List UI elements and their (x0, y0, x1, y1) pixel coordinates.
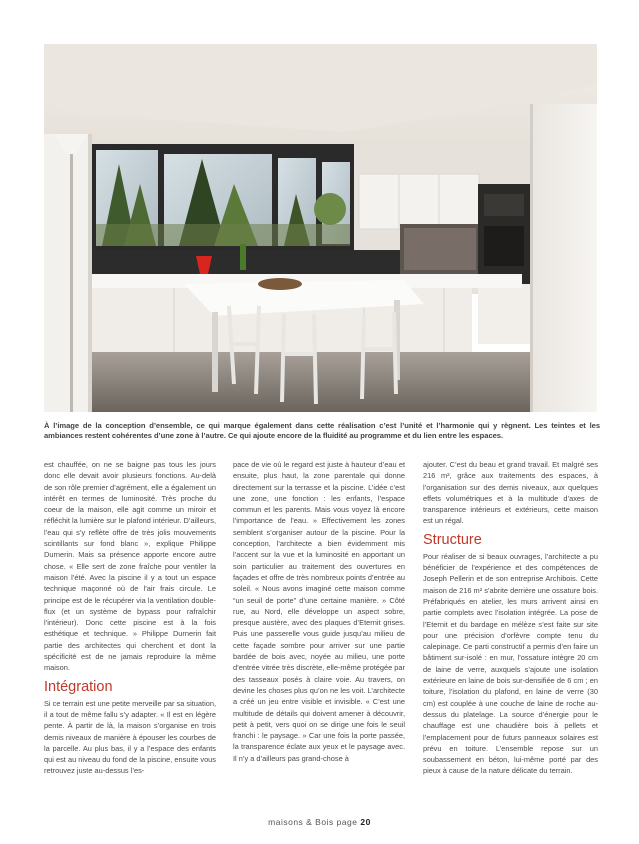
article-column-1 (44, 459, 216, 777)
paragraph: Si ce terrain est une petite merveille par sa situation, il a tout de même fallu s’y adapter. « Il est en légère pente. À partir de là, la maison s’organise en trois demis niveaux de manière à épouser les courbes de la parcelle. Au plus bas, il y a l’espace des enfants qui est au niveau du fond de la piscine, ensuite vous retrouvez juste au-dessus l’es- (44, 698, 216, 776)
paragraph: Pour réaliser de si beaux ouvrages, l’architecte a pu bénéficier de l’expérience et des compétences de Joseph Pellerin et de son entreprise Archibois. Cette maison de 216 m² s’abrite derrière une ossature bois. Préfabriqués en atelier, les murs arrivent ainsi en partie complets avec l’isolation intégrée. La pose de l’Eternit et du bardage en mélèze s’est faite sur site pour une précision d’orfèvre compte tenu du calepinage. Ce parti constructif a permis d’en faire un bâtiment sur-isolé : en mur, l’ossature intègre 20 cm de laine de verre, auxquels s’ajoute une isolation extérieure en laine de bois sur-densifiée de 6 cm ; en toiture, l’isolation du plafond, en laine de verre (30 cm) est couplée à une couche de laine de roche au-dessus du platelage. La source d’énergie pour le chauffage est une chaudière bois à pellets et l’emplacement pour de futurs panneaux solaires est prévu en toiture. L’ensemble repose sur un soubassement en béton, lui-même porté par des pieux à cause de la nature délicate du terrain. (423, 551, 599, 776)
paragraph: ajouter. C’est du beau et grand travail. Et malgré ses 216 m², grâce aux traitements des espaces, à l’organisation sur des demis niveaux, aux quelques effets volumétriques et à la multitude d’axes de transparence intérieurs et extérieurs, cette maison est un régal. (423, 460, 598, 526)
paragraph: pace de vie où le regard est juste à hauteur d’eau et ensuite, plus haut, la zone parentale qui donne directement sur la terrasse et la piscine. L’idée c’est une zone, une fonction : les enfants, l’espace commun et les parents. Mais vous voyez là encore l’importance de l’eau. » Effectivement les zones semblent s’organiser autour de la piscine. Pour la conception, l’architecte a bien évidemment mis l’accent sur la vue et la luminosité en apportant un soin particulier au traitement des ouvertures en façades et offre de très nombreux points d’entrée au soleil. « Nous avons imaginé cette maison comme “un seuil de porte” d’une certaine manière. » Côté rue, au Nord, elle développe un aspect sobre, presque austère, avec des plaques d’Eternit grises. Puis une passerelle vous guide jusqu’au milieu de cette façade sombre pour arriver sur une partie bardée de bois avec, noyée au milieu, une porte d’entrée vitrée très discrète, elle-même protégée par des tasseaux posés à claire voie. Au travers, on devine les choses plus qu’on ne les voit. L’architecte a créé un jeu entre visible et invisible. « C’est une multitude de détails qui doivent amener à découvrir, petit à petit, vers quoi on se dirige une fois le seuil franchi : le paysage. » Car une fois la porte passée, la transparence éclate aux yeux et le paysage avec. Il n’y a d’ailleurs pas grand-chose à (233, 460, 405, 763)
kitchen-photo (44, 44, 597, 412)
article-column-3 (423, 459, 598, 777)
section-heading-structure: Structure (423, 531, 482, 548)
section-heading-integration: Intégration (44, 678, 113, 695)
photo-caption: À l’image de la conception d’ensemble, ce qui marque également dans cette réalisation c’est l’unité et l’harmonie qui y règnent. Les teintes et les ambiances restent cohérentes d’une zone à l’autre. Ce qui ajoute encore de la fluidité au programme et du lien entre les espaces. (44, 421, 600, 440)
article-column-2 (233, 459, 405, 764)
page-footer (0, 817, 639, 827)
magazine-name: maisons & Bois page (268, 817, 358, 827)
page-number: 20 (360, 817, 371, 827)
paragraph: est chauffée, on ne se baigne pas tous les jours donc elle devait avoir plusieurs fonctions. Au-delà de son rôle premier d’agrément, elle a également un intérêt en termes de luminosité. Très proche du coeur de la maison, elle agit comme un miroir et réfléchit la lumière sur le plafond intérieur. D’ailleurs, l’eau qui s’y reflète offre de très jolis mouvements scintillants sur fond blanc », explique Philippe Durnerin. Mais sa présence apporte encore autre chose. « Elle sert de zone fraîche pour ventiler la maison l’été. Avec la piscine il y a tout un espace technique maçonné où de l’air frais circule. Le principe est de le récupérer via la ventilation double-flux (et un système de bypass pour rafraîchir l’intérieur). Donc cette piscine est à la fois esthétique et technique. » Philippe Durnerin fait partie des architectes qui cherchent et dont la spécificité est de ne jamais reproduire la même maison. (44, 460, 216, 673)
